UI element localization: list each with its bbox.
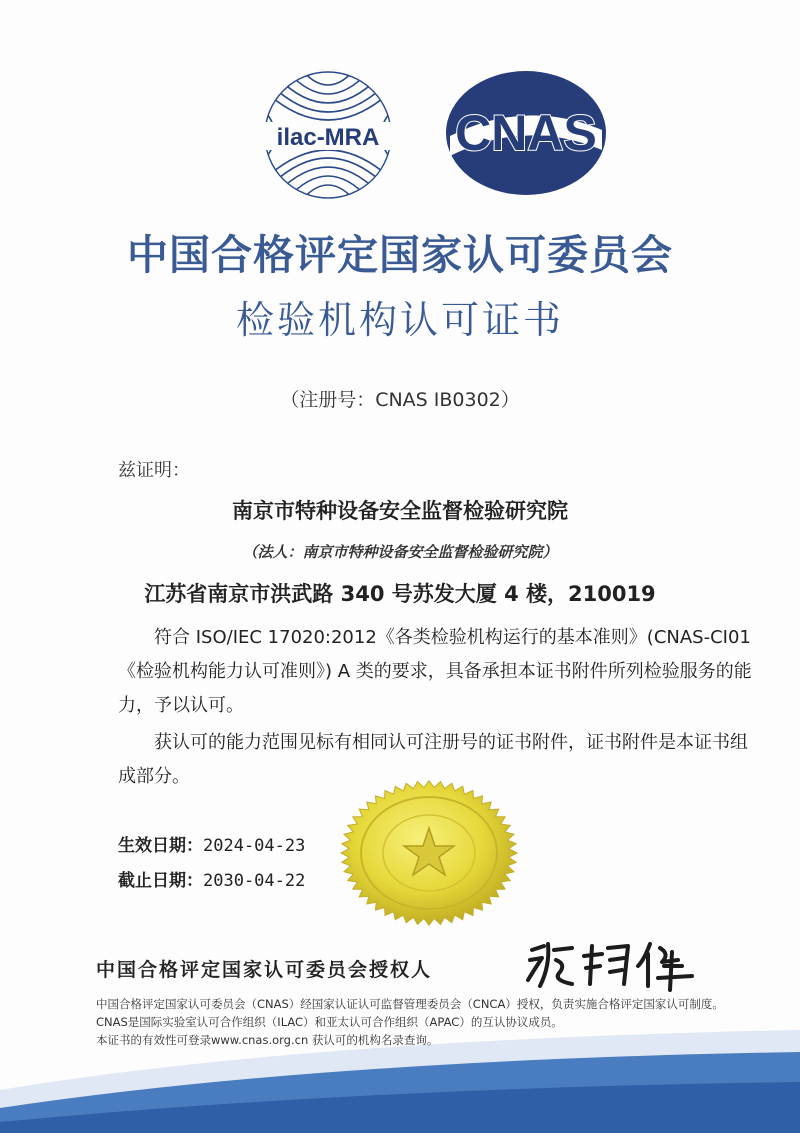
legal-entity: （法人：南京市特种设备安全监督检验研究院） [242,543,558,561]
footer-line-cnas-authority: 中国合格评定国家认可委员会（CNAS）经国家认证认可监督管理委员会（CNCA）授权，负责实施合格评定国家认可制度。 [96,997,724,1011]
conformity-paragraph: 符合 ISO/IEC 17020:2012《各类检验机构运行的基本准则》(CNAS-CI01《检验机构能力认可准则》) A 类的要求，具备承担本证书附件所列检验服务的能力，予以认可。 [118,627,752,716]
effective-date-label: 生效日期： [118,836,203,856]
handwritten-signature [520,936,720,992]
gold-seal [338,778,520,928]
organization-name: 南京市特种设备安全监督检验研究院 [232,499,568,523]
certify-label: 兹证明： [118,460,190,481]
ilac-mra-logo [258,68,398,202]
footer-line-mutual-recognition: CNAS是国际实验室认可合作组织（ILAC）和亚太认可合作组织（APAC）的互认协议成员。 [96,1015,563,1029]
expiry-date-value: 2030-04-22 [203,871,306,891]
authorized-signer-label: 中国合格评定国家认可委员会授权人 [96,959,433,981]
cnas-logo-text: CNAS [455,105,597,161]
expiry-date-label: 截止日期： [118,871,203,891]
effective-date-value: 2024-04-23 [203,836,306,856]
effective-date-row [118,831,305,856]
expiry-date-row [118,866,305,891]
scope-paragraph: 获认可的能力范围见标有相同认可注册号的证书附件，证书附件是本证书组成部分。 [118,732,748,787]
certificate-title: 检验机构认可证书 [235,298,564,342]
footer-line-validity-check: 本证书的有效性可登录www.cnas.org.cn 获认可的机构名录查询。 [96,1033,439,1047]
ilac-logo-text: ilac-MRA [276,124,380,151]
registration-number: （注册号：CNAS IB0302） [280,389,520,411]
council-title: 中国合格评定国家认可委员会 [127,231,673,279]
cnas-logo [442,68,610,198]
organization-address: 江苏省南京市洪武路 340 号苏发大厦 4 楼，210019 [144,582,656,606]
